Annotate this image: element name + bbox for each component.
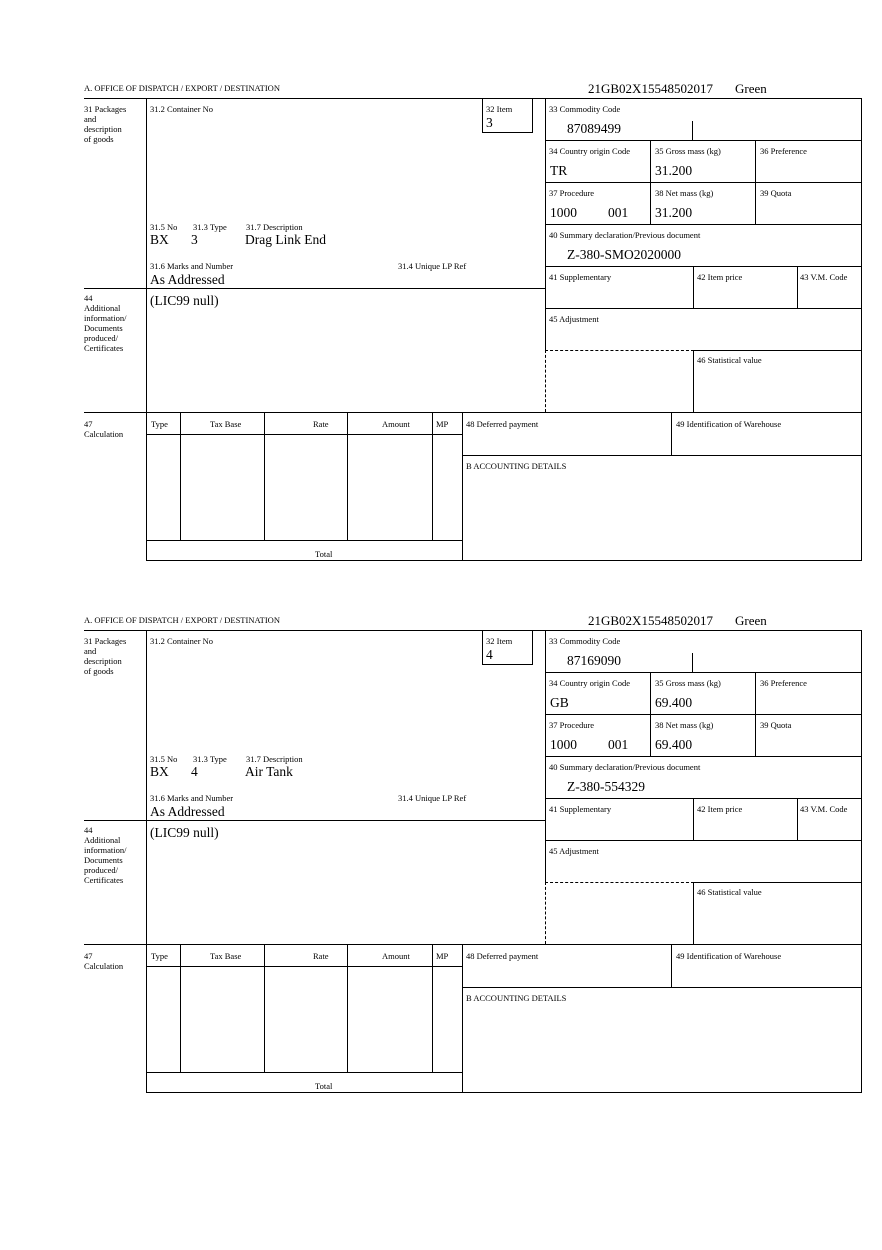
office-heading: A. OFFICE OF DISPATCH / EXPORT / DESTINATION xyxy=(84,83,280,93)
accounting-details-label: B ACCOUNTING DETAILS xyxy=(466,993,567,1003)
additional-info-value: (LIC99 null) xyxy=(150,293,219,308)
procedure-value-b: 001 xyxy=(608,737,629,752)
previous-document-value: Z-380-554329 xyxy=(567,779,645,794)
warehouse-label: 49 Identification of Warehouse xyxy=(676,951,782,961)
calc-col-tax-base: Tax Base xyxy=(210,951,242,961)
right-border xyxy=(861,98,862,561)
pkg-type-label: 31.3 Type xyxy=(193,222,227,232)
calculation-label: 47 Calculation xyxy=(84,419,124,439)
calc-col-type: Type xyxy=(151,419,168,429)
calc-col-tax-base: Tax Base xyxy=(210,419,242,429)
deferred-payment-label: 48 Deferred payment xyxy=(466,951,539,961)
adjustment-label: 45 Adjustment xyxy=(549,314,599,324)
office-heading: A. OFFICE OF DISPATCH / EXPORT / DESTINATION xyxy=(84,615,280,625)
gross-mass-value: 69.400 xyxy=(655,695,693,710)
marks-value: As Addressed xyxy=(150,804,225,819)
left-divider xyxy=(146,98,147,561)
gross-mass-label: 35 Gross mass (kg) xyxy=(655,678,721,688)
marks-value: As Addressed xyxy=(150,272,225,287)
description-value: Drag Link End xyxy=(245,232,326,247)
item-price-label: 42 Item price xyxy=(697,804,743,814)
unique-lp-label: 31.4 Unique LP Ref xyxy=(398,793,467,803)
packages-label: 31 Packages and description of goods xyxy=(84,636,127,676)
net-mass-value: 31.200 xyxy=(655,205,693,220)
pkg-no-value: BX xyxy=(150,764,169,779)
commodity-tick xyxy=(692,121,693,140)
right-border xyxy=(861,630,862,1093)
procedure-label: 37 Procedure xyxy=(549,720,595,730)
vm-code-label: 43 V.M. Code xyxy=(800,804,848,814)
warehouse-label: 49 Identification of Warehouse xyxy=(676,419,782,429)
item-value: 3 xyxy=(486,115,493,130)
calc-col-mp: MP xyxy=(436,951,449,961)
calc-col-amount: Amount xyxy=(382,951,410,961)
marks-label: 31.6 Marks and Number xyxy=(150,261,234,271)
gross-mass-label: 35 Gross mass (kg) xyxy=(655,146,721,156)
description-value: Air Tank xyxy=(245,764,293,779)
description-label: 31.7 Description xyxy=(246,754,303,764)
net-mass-value: 69.400 xyxy=(655,737,693,752)
calc-total-label: Total xyxy=(315,549,333,559)
country-origin-value: TR xyxy=(550,163,568,178)
commodity-value: 87169090 xyxy=(567,653,621,668)
procedure-value-b: 001 xyxy=(608,205,629,220)
pkg-no-label: 31.5 No xyxy=(150,222,178,232)
declaration-reference: 21GB02X15548502017 xyxy=(588,81,713,96)
marks-label: 31.6 Marks and Number xyxy=(150,793,234,803)
unique-lp-label: 31.4 Unique LP Ref xyxy=(398,261,467,271)
calc-col-mp: MP xyxy=(436,419,449,429)
top-rule xyxy=(84,630,862,631)
container-label: 31.2 Container No xyxy=(150,636,214,646)
country-origin-label: 34 Country origin Code xyxy=(549,678,630,688)
description-label: 31.7 Description xyxy=(246,222,303,232)
commodity-tick xyxy=(692,653,693,672)
procedure-label: 37 Procedure xyxy=(549,188,595,198)
procedure-value-a: 1000 xyxy=(550,737,577,752)
deferred-payment-label: 48 Deferred payment xyxy=(466,419,539,429)
preference-label: 36 Preference xyxy=(760,678,807,688)
statistical-value-label: 46 Statistical value xyxy=(697,887,762,897)
country-origin-label: 34 Country origin Code xyxy=(549,146,630,156)
declaration-reference: 21GB02X15548502017 xyxy=(588,613,713,628)
commodity-label: 33 Commodity Code xyxy=(549,636,621,646)
calc-total-label: Total xyxy=(315,1081,333,1091)
item-label: 32 Item xyxy=(486,104,513,114)
preference-label: 36 Preference xyxy=(760,146,807,156)
left-divider xyxy=(146,630,147,1093)
additional-info-value: (LIC99 null) xyxy=(150,825,219,840)
container-label: 31.2 Container No xyxy=(150,104,214,114)
summary-label: 40 Summary declaration/Previous document xyxy=(549,762,701,772)
pkg-type-label: 31.3 Type xyxy=(193,754,227,764)
declaration-colour: Green xyxy=(735,613,767,628)
additional-info-label: 44 Additional information/ Documents produced/ Certificates xyxy=(84,293,127,353)
quota-label: 39 Quota xyxy=(760,188,792,198)
gross-mass-value: 31.200 xyxy=(655,163,693,178)
vm-code-label: 43 V.M. Code xyxy=(800,272,848,282)
country-origin-value: GB xyxy=(550,695,569,710)
supplementary-label: 41 Supplementary xyxy=(549,804,612,814)
declaration-colour: Green xyxy=(735,81,767,96)
declaration-form xyxy=(0,532,882,1091)
calc-col-type: Type xyxy=(151,951,168,961)
adjustment-label: 45 Adjustment xyxy=(549,846,599,856)
bottom-rule xyxy=(146,1092,862,1093)
commodity-value: 87089499 xyxy=(567,121,621,136)
calculation-label: 47 Calculation xyxy=(84,951,124,971)
item-value: 4 xyxy=(486,647,493,662)
top-rule xyxy=(84,98,862,99)
declaration-form xyxy=(0,0,882,559)
pkg-no-value: BX xyxy=(150,232,169,247)
pkg-type-value: 3 xyxy=(191,232,198,247)
item-price-label: 42 Item price xyxy=(697,272,743,282)
summary-label: 40 Summary declaration/Previous document xyxy=(549,230,701,240)
previous-document-value: Z-380-SMO2020000 xyxy=(567,247,681,262)
procedure-value-a: 1000 xyxy=(550,205,577,220)
net-mass-label: 38 Net mass (kg) xyxy=(655,720,714,730)
quota-label: 39 Quota xyxy=(760,720,792,730)
pkg-no-label: 31.5 No xyxy=(150,754,178,764)
item-label: 32 Item xyxy=(486,636,513,646)
commodity-label: 33 Commodity Code xyxy=(549,104,621,114)
pkg-type-value: 4 xyxy=(191,764,198,779)
calc-col-rate: Rate xyxy=(313,419,329,429)
accounting-details-label: B ACCOUNTING DETAILS xyxy=(466,461,567,471)
calc-col-amount: Amount xyxy=(382,419,410,429)
calc-col-rate: Rate xyxy=(313,951,329,961)
additional-info-label: 44 Additional information/ Documents produced/ Certificates xyxy=(84,825,127,885)
supplementary-label: 41 Supplementary xyxy=(549,272,612,282)
packages-label: 31 Packages and description of goods xyxy=(84,104,127,144)
net-mass-label: 38 Net mass (kg) xyxy=(655,188,714,198)
statistical-value-label: 46 Statistical value xyxy=(697,355,762,365)
